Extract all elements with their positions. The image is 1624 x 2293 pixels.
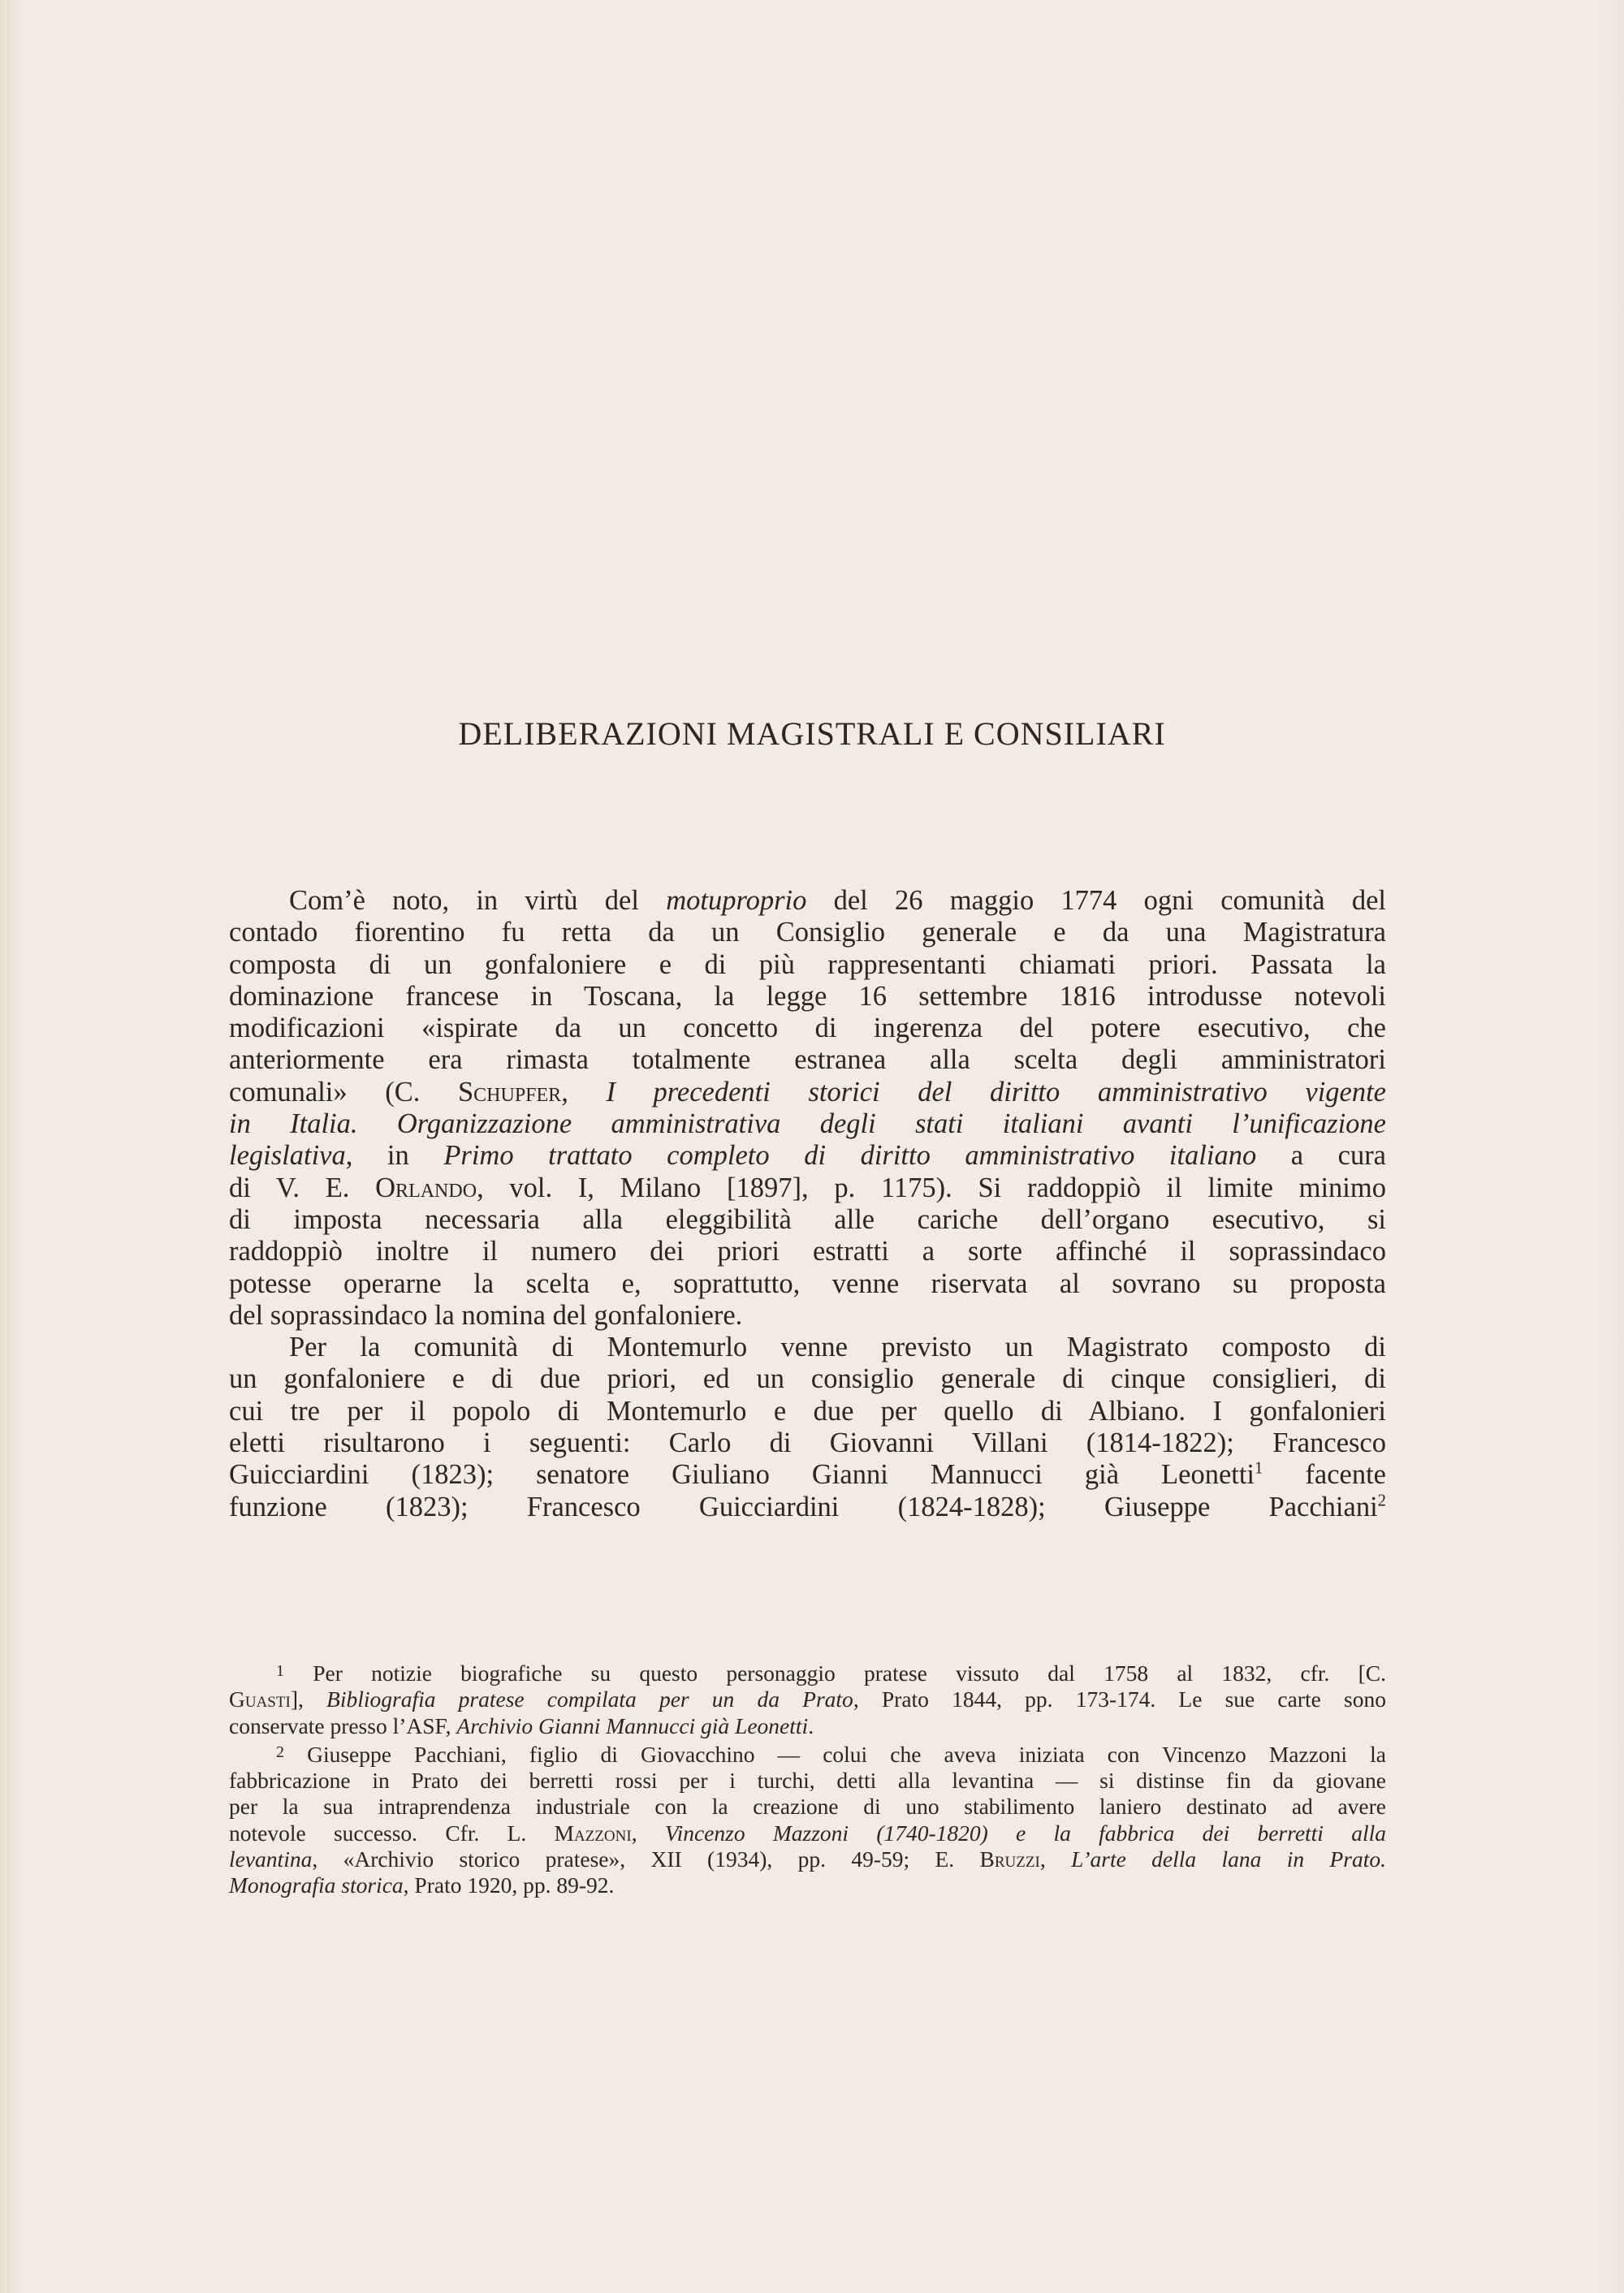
text-line: composta di un gonfaloniere e di più rappresentanti chiamati priori. Passata la xyxy=(229,948,1386,980)
text-line: cui tre per il popolo di Montemurlo e due per quello di Albiano. I gonfalonieri xyxy=(229,1395,1386,1427)
text-line: funzione (1823); Francesco Guicciardini (1824-1828); Giuseppe Pacchiani$^2$ xyxy=(229,1491,1386,1522)
footnote-line: conservate presso l’ASF, Archivio Gianni Mannucci già Leonetti. xyxy=(229,1712,814,1738)
text-line: anteriormente era rimasta totalmente estranea alla scelta degli amministratori xyxy=(229,1044,1386,1076)
text-line: modificazioni «ispirate da un concetto di ingerenza del potere esecutivo, che xyxy=(229,1013,1386,1044)
text-line: eletti risultarono i seguenti: Carlo di Giovanni Villani (1814-1822); Francesco xyxy=(229,1427,1386,1459)
text-line: di imposta necessaria alla eleggibilità alle cariche dell’organo esecutivo, si xyxy=(229,1203,1386,1235)
text-line: Com’è noto, in virtù del motuproprio del 26 maggio 1774 ogni comunità del xyxy=(289,885,1386,916)
footnote-number: 1 xyxy=(276,1662,284,1680)
footnote-number: 2 xyxy=(276,1742,284,1761)
footnote-line: Guasti], Bibliografia pratese compilata per un da Prato, Prato 1844, pp. 173-174. Le sue carte sono xyxy=(229,1686,1386,1712)
footnote-line: fabbricazione in Prato dei berretti rossi per i turchi, detti alla levantina — si distinse fin da giovane xyxy=(229,1768,1386,1794)
footnote-ref-2: 2 xyxy=(1377,1492,1386,1510)
main-text xyxy=(229,885,1386,1523)
text-line: Guicciardini (1823); senatore Giuliano Gianni Mannucci già Leonetti$^1$ facente xyxy=(229,1459,1386,1491)
text-line: in Italia. Organizzazione amministrativa degli stati italiani avanti l’unificazione xyxy=(229,1108,1386,1140)
text-line: di V. E. Orlando, vol. I, Milano [1897], p. 1175). Si raddoppiò il limite minimo xyxy=(229,1172,1386,1203)
footnotes xyxy=(229,1658,1386,1899)
footnote-ref-1: 1 xyxy=(1255,1459,1263,1478)
footnote-line: Monografia storica, Prato 1920, pp. 89-92. xyxy=(229,1872,615,1898)
text-line: raddoppiò inoltre il numero dei priori estratti a sorte affinché il soprassindaco xyxy=(229,1236,1386,1267)
footnote-line: $^1$ Per notizie biografiche su questo personaggio pratese vissuto dal 1758 al 1832, cfr. [C. xyxy=(276,1660,1386,1686)
text-line: comunali» (C. Schupfer, I precedenti storici del diritto amministrativo vigente xyxy=(229,1076,1386,1108)
footnote-line: levantina, «Archivio storico pratese», XII (1934), pp. 49-59; E. Bruzzi, L’arte della lana in Prato. xyxy=(229,1846,1387,1872)
footnote-line: notevole successo. Cfr. L. Mazzoni, Vincenzo Mazzoni (1740-1820) e la fabbrica dei berretti alla xyxy=(229,1820,1386,1846)
text-line: contado fiorentino fu retta da un Consiglio generale e da una Magistratura xyxy=(229,917,1386,948)
text-line: Per la comunità di Montemurlo venne previsto un Magistrato composto di xyxy=(289,1332,1386,1363)
text-line: un gonfaloniere e di due priori, ed un consiglio generale di cinque consiglieri, di xyxy=(229,1363,1386,1395)
footnote-line: per la sua intraprendenza industriale con la creazione di uno stabilimento laniero destinato ad avere xyxy=(229,1794,1386,1820)
text-line: dominazione francese in Toscana, la legge 16 settembre 1816 introdusse notevoli xyxy=(229,980,1386,1012)
text-line: legislativa, in Primo trattato completo di diritto amministrativo italiano a cura xyxy=(229,1140,1386,1172)
chapter-title: DELIBERAZIONI MAGISTRALI E CONSILIARI xyxy=(458,715,1166,752)
footnote-line: $^2$ Giuseppe Pacchiani, figlio di Giovacchino — colui che aveva iniziata con Vincenzo Mazzoni la xyxy=(276,1741,1386,1767)
text-line: del soprassindaco la nomina del gonfaloniere. xyxy=(229,1299,743,1331)
text-line: potesse operarne la scelta e, soprattutto, venne riservata al sovrano su proposta xyxy=(229,1267,1386,1299)
